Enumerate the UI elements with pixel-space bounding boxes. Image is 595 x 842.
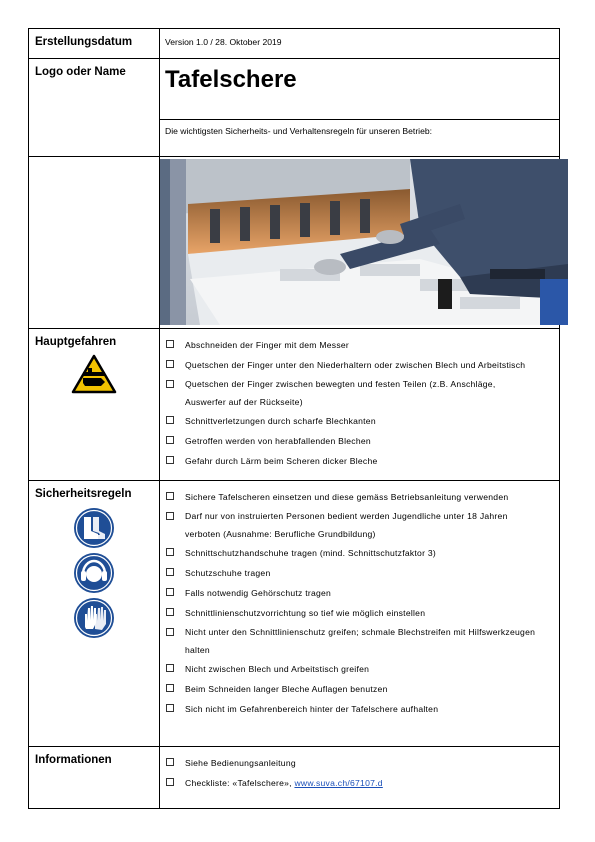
info-cell <box>160 747 560 809</box>
list-item <box>165 355 554 375</box>
list-item <box>165 375 554 411</box>
logo-label: Logo oder Name <box>29 59 160 157</box>
row-title <box>29 59 560 157</box>
list-item-text: Nicht zwischen Blech und Arbeitstisch greifen <box>185 664 370 674</box>
list-item-text: Nicht unter den Schnittlinienschutz greifen; schmale Blechstreifen mit Hilfswerkzeugen <box>185 627 536 637</box>
rules-list <box>165 481 554 721</box>
hazards-label: Hauptgefahren <box>35 336 117 348</box>
list-item <box>165 411 554 431</box>
list-item-text: Schnittlinienschutzvorrichtung so tief wie möglich einstellen <box>185 608 426 618</box>
intro-text: Die wichtigsten Sicherheits- und Verhaltensregeln für unseren Betrieb: <box>160 119 559 147</box>
protective-gloves-icon <box>73 597 115 639</box>
safety-sheet <box>28 28 560 809</box>
shear-machine-photo <box>160 159 568 325</box>
list-item <box>165 563 554 583</box>
list-item <box>165 431 554 451</box>
rules-icons <box>35 507 153 639</box>
list-item <box>165 699 554 719</box>
list-item <box>165 753 554 773</box>
list-item <box>165 335 554 355</box>
list-item-text: Darf nur von instruierten Personen bedient werden Jugendliche unter 18 Jahren <box>185 511 508 521</box>
list-item-text: verboten (Ausnahme: Berufliche Grundbildung) <box>185 529 376 539</box>
checkbox-icon <box>166 664 174 672</box>
checkbox-icon <box>166 588 174 596</box>
rules-label-cell <box>29 481 160 747</box>
row-date <box>29 29 560 59</box>
title-cell <box>160 59 560 157</box>
row-photo <box>29 157 560 329</box>
checkbox-icon <box>166 456 174 464</box>
hazard-icon-wrap <box>35 354 153 394</box>
checkbox-icon <box>166 568 174 576</box>
checkbox-icon <box>166 436 174 444</box>
list-item-text: Schnittverletzungen durch scharfe Blechkanten <box>185 416 376 426</box>
list-item <box>165 543 554 563</box>
sheet-table <box>28 28 560 809</box>
row-rules <box>29 481 560 747</box>
checkbox-icon <box>166 704 174 712</box>
info-label: Informationen <box>29 747 160 809</box>
checklist-link[interactable]: www.suva.ch/67107.d <box>294 778 383 788</box>
list-item-text: Abschneiden der Finger mit dem Messer <box>185 340 350 350</box>
list-item-text: Quetschen der Finger zwischen bewegten und festen Teilen (z.B. Anschläge, <box>185 379 496 389</box>
list-item <box>165 659 554 679</box>
list-item-text: Getroffen werden von herabfallenden Blechen <box>185 436 371 446</box>
list-item-text: Schnittschutzhandschuhe tragen (mind. Schnittschutzfaktor 3) <box>185 548 436 558</box>
list-item-text: Auswerfer auf der Rückseite) <box>185 397 303 407</box>
list-item-text: Falls notwendig Gehörschutz tragen <box>185 588 332 598</box>
hand-crush-warning-icon <box>71 354 117 394</box>
list-item-text: Checkliste: «Tafelschere», <box>185 778 295 788</box>
list-item-text: Schutzschuhe tragen <box>185 568 271 578</box>
list-item <box>165 507 554 543</box>
checkbox-icon <box>166 758 174 766</box>
checkbox-icon <box>166 684 174 692</box>
rules-cell <box>160 481 560 747</box>
checkbox-icon <box>166 608 174 616</box>
checkbox-icon <box>166 416 174 424</box>
list-item <box>165 583 554 603</box>
checkbox-icon <box>166 512 174 520</box>
list-item-text: Siehe Bedienungsanleitung <box>185 758 296 768</box>
list-item <box>165 679 554 699</box>
hazards-label-cell <box>29 329 160 481</box>
list-item <box>165 603 554 623</box>
list-item <box>165 773 554 793</box>
safety-boots-icon <box>73 507 115 549</box>
list-item-text: Sich nicht im Gefahrenbereich hinter der Tafelschere aufhalten <box>185 704 439 714</box>
checkbox-icon <box>166 778 174 786</box>
list-item-text: Sichere Tafelscheren einsetzen und diese gemäss Betriebsanleitung verwenden <box>185 492 509 502</box>
hearing-protection-icon <box>73 552 115 594</box>
photo-cell <box>160 157 560 329</box>
date-value <box>160 29 560 59</box>
list-item-text: Quetschen der Finger unter den Niederhaltern oder zwischen Blech und Arbeitstisch <box>185 360 526 370</box>
list-item <box>165 451 554 471</box>
list-item <box>165 487 554 507</box>
date-label: Erstellungsdatum <box>29 29 160 59</box>
list-item <box>165 623 554 659</box>
row-info <box>29 747 560 809</box>
rules-label: Sicherheitsregeln <box>35 488 132 500</box>
checkbox-icon <box>166 628 174 636</box>
checkbox-icon <box>166 360 174 368</box>
checkbox-icon <box>166 492 174 500</box>
version-text: Version 1.0 / 28. Oktober 2019 <box>165 37 282 47</box>
checkbox-icon <box>166 548 174 556</box>
info-list <box>165 747 554 795</box>
list-item-text: halten <box>185 645 210 655</box>
hazards-list <box>165 329 554 473</box>
page-title: Tafelschere <box>165 66 297 93</box>
checkbox-icon <box>166 340 174 348</box>
hazards-cell <box>160 329 560 481</box>
list-item-text: Gefahr durch Lärm beim Scheren dicker Bleche <box>185 456 378 466</box>
checkbox-icon <box>166 380 174 388</box>
row-hazards <box>29 329 560 481</box>
list-item-text: Beim Schneiden langer Bleche Auflagen benutzen <box>185 684 388 694</box>
photo-label-empty <box>29 157 160 329</box>
